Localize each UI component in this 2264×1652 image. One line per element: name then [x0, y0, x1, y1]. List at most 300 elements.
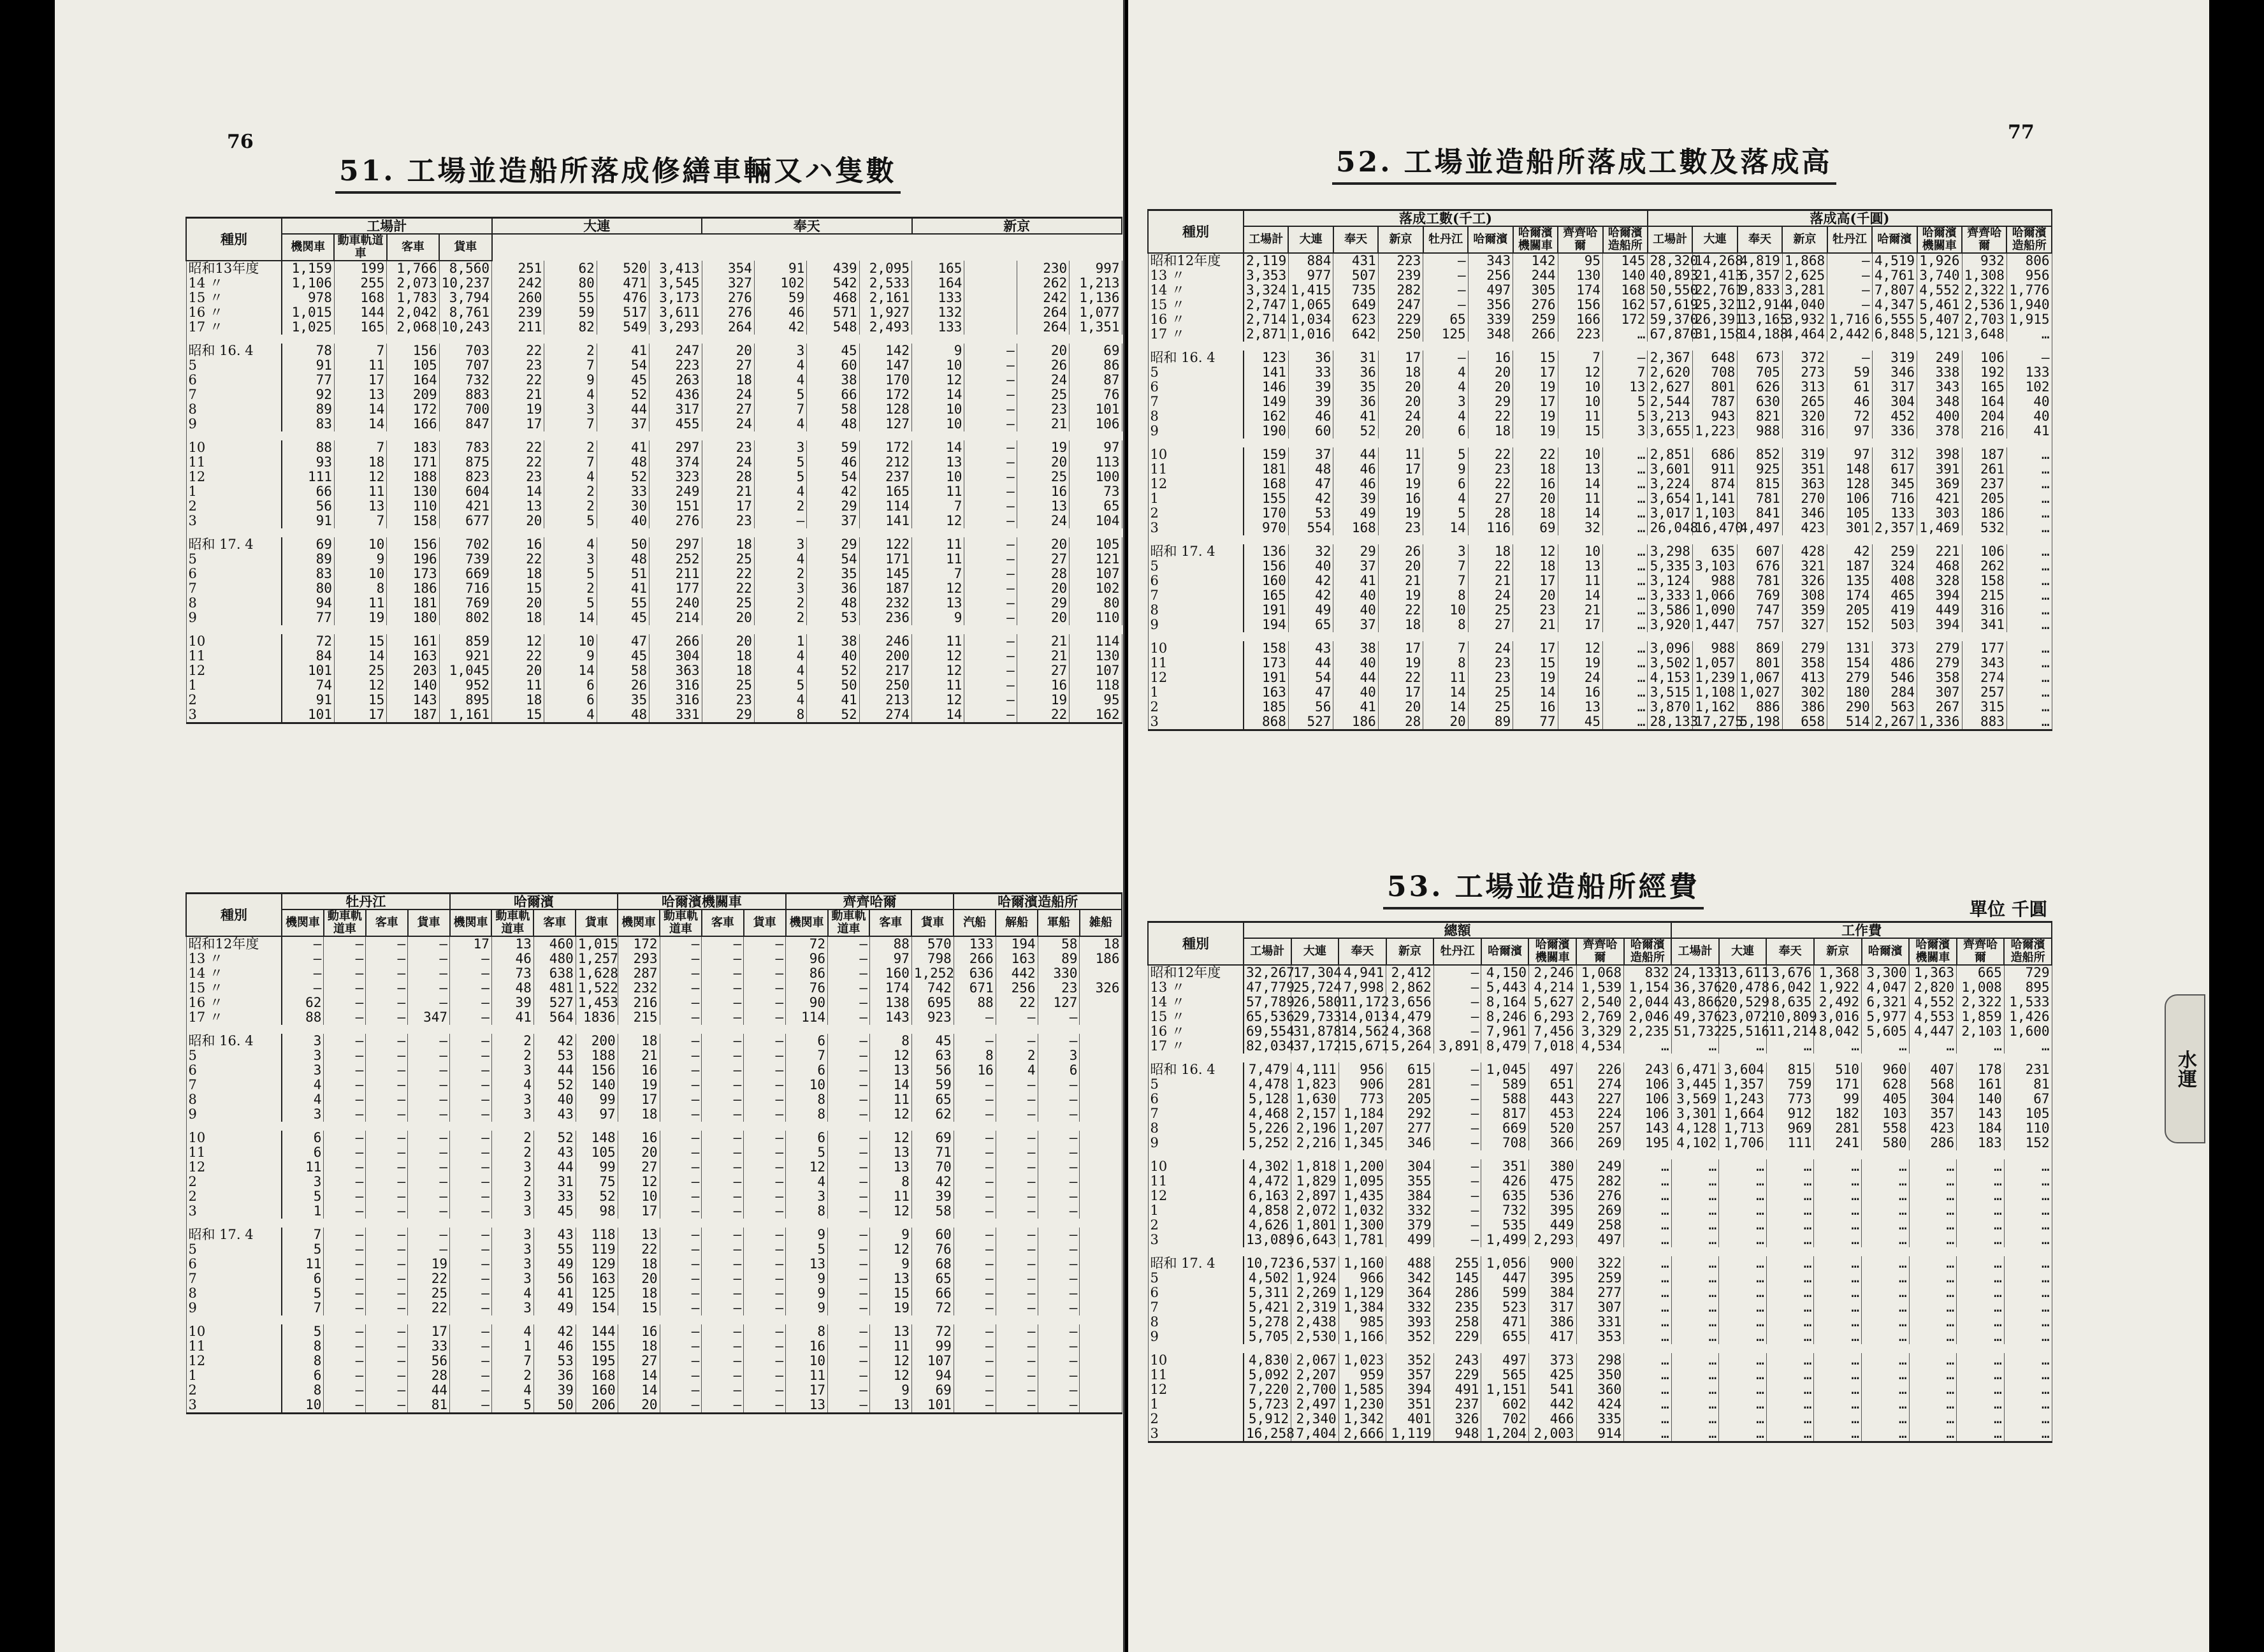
column-header: 牡丹江 [1423, 226, 1468, 253]
column-header: 汽船 [954, 909, 996, 936]
table-cell: 72 [911, 1324, 954, 1339]
table-cell: 5,627 [1528, 995, 1576, 1010]
table-cell: 7 [282, 1301, 324, 1315]
table-cell: 276 [1513, 298, 1558, 312]
table-cell: 18 [618, 1286, 660, 1301]
table-cell: — [954, 1160, 996, 1175]
table-cell: 8 [282, 1339, 324, 1354]
table-cell: 18 [618, 1107, 660, 1122]
table-cell: 10 [618, 1189, 660, 1204]
table-cell: — [1433, 1106, 1481, 1121]
table-cell: 16 [1017, 484, 1069, 499]
table-cell: — [828, 1189, 870, 1204]
table-cell: 4 [786, 1175, 828, 1189]
table-cell: … [1719, 1412, 1767, 1426]
table-cell: 49 [533, 1301, 576, 1315]
table-cell: 11 [1558, 409, 1602, 424]
table-cell: 56 [408, 1354, 450, 1368]
table-cell: 6 [786, 1131, 828, 1145]
table-cell: 241 [1814, 1136, 1862, 1150]
table-cell: — [366, 1204, 408, 1219]
table51-number: 51. [339, 155, 396, 187]
table-cell [1080, 1368, 1122, 1383]
table-cell: 439 [807, 261, 859, 276]
table-cell: 4,626 [1244, 1218, 1291, 1233]
row-label: 2 [1148, 506, 1244, 521]
table-cell: 13,165 [1738, 312, 1782, 327]
table-cell: … [1909, 1233, 1957, 1247]
table-cell: 852 [1738, 447, 1782, 462]
table-cell: … [2004, 1203, 2052, 1218]
table-cell: … [1957, 1159, 2005, 1174]
table-cell: 55 [533, 1242, 576, 1257]
table-cell: — [324, 1204, 366, 1219]
table-cell: 9 [869, 1228, 911, 1242]
table-cell: 65 [1070, 499, 1122, 514]
table-cell: … [2006, 544, 2052, 559]
table-cell: … [1719, 1353, 1767, 1368]
table-cell: … [1766, 1218, 1814, 1233]
table-row [1148, 1233, 2052, 1247]
table-cell: 6,537 [1291, 1256, 1339, 1271]
table-cell: … [1909, 1315, 1957, 1330]
table-cell: 22 [996, 996, 1038, 1010]
table-cell: 4,534 [1576, 1039, 1624, 1054]
table-cell: — [450, 1242, 492, 1257]
table-cell: 41 [1333, 700, 1378, 714]
table-row [186, 537, 1122, 552]
table-cell: 1,915 [2006, 312, 2052, 327]
table-cell: 62 [911, 1107, 954, 1122]
table-cell: 360 [1576, 1382, 1624, 1397]
table-cell: — [366, 981, 408, 996]
table-cell: 665 [1957, 965, 2005, 980]
table-cell: 105 [1070, 537, 1122, 552]
table-cell: 8 [282, 1354, 324, 1368]
row-label: 8 [186, 1286, 282, 1301]
table-cell: … [1603, 477, 1648, 491]
table-cell: 1,415 [1288, 283, 1333, 298]
table-cell: — [366, 1272, 408, 1286]
table-cell: — [450, 1272, 492, 1286]
table-cell: 419 [1872, 603, 1917, 618]
table-cell: 43,866 [1671, 995, 1719, 1010]
table-cell: 45 [597, 373, 649, 388]
table-cell: — [744, 1145, 786, 1160]
table-cell: — [366, 1107, 408, 1122]
table-cell: 147 [859, 358, 911, 373]
table-cell: 956 [2006, 268, 2052, 283]
table-cell: 2,216 [1291, 1136, 1339, 1150]
table-cell: 42 [754, 320, 806, 335]
table-cell: 19 [1378, 477, 1423, 491]
table-row [186, 1160, 1122, 1175]
table-cell [1080, 1228, 1122, 1242]
spacer-row [1148, 1247, 2052, 1256]
table-cell: 12 [912, 663, 964, 678]
table-cell: 18 [1468, 424, 1513, 438]
column-header: 貨車 [576, 909, 618, 936]
column-header: 奉天 [1333, 226, 1378, 253]
table-cell: 3,096 [1648, 641, 1692, 656]
table-cell: 22 [408, 1301, 450, 1315]
table-row [186, 952, 1122, 966]
table-cell: 408 [1872, 574, 1917, 588]
table-cell: 24 [1378, 409, 1423, 424]
table-cell: 307 [1917, 685, 1962, 700]
table-cell: 1,766 [387, 261, 439, 276]
column-header: 哈爾濱造船所 [1603, 226, 1648, 253]
table-cell: 78 [282, 344, 334, 358]
group-header: 總額 [1244, 922, 1671, 939]
table-cell: — [744, 1189, 786, 1204]
table-cell: — [1827, 283, 1872, 298]
table-cell: 23 [1468, 670, 1513, 685]
table-cell: 2,412 [1386, 965, 1434, 980]
table-cell: 1,447 [1692, 618, 1737, 632]
table-cell: — [450, 996, 492, 1010]
table-cell: 149 [1244, 395, 1288, 409]
table-cell: … [1814, 1174, 1862, 1189]
table-cell: 11 [282, 1257, 324, 1272]
table-cell: — [744, 1383, 786, 1398]
table-cell: — [366, 996, 408, 1010]
table-cell: 46 [807, 455, 859, 470]
table-cell: — [744, 1063, 786, 1078]
table-cell: 1,368 [1814, 965, 1862, 980]
table-cell: 40 [1333, 588, 1378, 603]
table-cell: 65 [911, 1272, 954, 1286]
table-cell: 4,368 [1386, 1024, 1434, 1039]
table-cell: 4 [1423, 409, 1468, 424]
row-label: 昭和12年度 [1148, 965, 1244, 980]
column-header: 工場計 [1671, 938, 1719, 965]
table-cell: 48 [807, 596, 859, 611]
table-cell: 168 [334, 291, 386, 305]
table-cell [1080, 996, 1122, 1010]
spacer-row [1148, 1150, 2052, 1159]
table-cell: 1,166 [1339, 1330, 1386, 1344]
table-cell: — [964, 358, 1017, 373]
table-cell: 1,336 [1917, 714, 1962, 730]
left-page [55, 0, 1125, 1652]
table-cell: 25 [702, 552, 754, 567]
table-cell: 42 [807, 484, 859, 499]
table-cell: 14 [1558, 588, 1602, 603]
spacer-row [1148, 632, 2052, 641]
table-cell: 128 [1827, 477, 1872, 491]
table-cell: 10 [1558, 544, 1602, 559]
table-cell: 101 [282, 707, 334, 723]
table-cell: 96 [786, 952, 828, 966]
table-cell: 40 [597, 514, 649, 528]
table-cell: 67 [2004, 1092, 2052, 1106]
table-cell: 12 [912, 581, 964, 596]
table-cell: 13 [1558, 462, 1602, 477]
table-cell: 19 [1558, 656, 1602, 670]
table-cell: 1,034 [1288, 312, 1333, 327]
table-cell: — [996, 1107, 1038, 1122]
table-cell: 53 [533, 1048, 576, 1063]
table-cell: — [744, 996, 786, 1010]
table-cell: 373 [1872, 641, 1917, 656]
row-label: 9 [186, 1301, 282, 1315]
table-cell: 3,932 [1782, 312, 1827, 327]
table-cell: 317 [1528, 1300, 1576, 1315]
table-cell: 181 [1244, 462, 1288, 477]
spacer-row [1148, 342, 2052, 351]
table-cell: 6 [786, 1063, 828, 1078]
table-cell: 93 [282, 455, 334, 470]
table-cell: 110 [387, 499, 439, 514]
table-cell: 15 [1513, 351, 1558, 365]
table-cell: 77 [282, 611, 334, 625]
table-cell: … [1862, 1300, 1910, 1315]
table-cell: — [702, 1189, 744, 1204]
table-cell: 11 [786, 1368, 828, 1383]
table-cell: 565 [1481, 1368, 1529, 1382]
row-label: 15 〃 [186, 981, 282, 996]
table-cell: 18 [702, 649, 754, 663]
table-cell: 19 [1378, 506, 1423, 521]
table-cell: — [964, 678, 1017, 693]
table-cell: — [954, 1368, 996, 1383]
row-label: 15 〃 [1148, 1010, 1244, 1024]
table-cell: — [828, 1063, 870, 1078]
table-cell: 21 [1017, 634, 1069, 649]
table-cell: 10,723 [1244, 1256, 1291, 1271]
table-cell: 651 [1528, 1077, 1576, 1092]
table-cell: 27 [702, 358, 754, 373]
table-cell: — [450, 1092, 492, 1107]
table-cell: … [1719, 1426, 1767, 1442]
table-cell: — [954, 1242, 996, 1257]
table-cell: 3,301 [1671, 1106, 1719, 1121]
table-cell: 649 [1333, 298, 1378, 312]
table-cell: 21 [1017, 417, 1069, 431]
table-cell: 223 [1378, 253, 1423, 268]
table-cell: 832 [1624, 965, 1672, 980]
table-cell: … [1624, 1159, 1672, 1174]
table-cell: 1,922 [1814, 980, 1862, 995]
table-cell: — [954, 1107, 996, 1122]
table-cell: 8,635 [1766, 995, 1814, 1010]
table-cell: — [828, 996, 870, 1010]
table-cell: 130 [387, 484, 439, 499]
table-cell: — [366, 1048, 408, 1063]
table-cell: 7 [1603, 365, 1648, 380]
table-cell: 801 [1692, 380, 1737, 395]
table-cell: — [366, 1242, 408, 1257]
table-cell: 185 [1244, 700, 1288, 714]
table-cell: — [996, 1145, 1038, 1160]
table-cell: 235 [1433, 1300, 1481, 1315]
column-header: 牡丹江 [1827, 226, 1872, 253]
table-cell: — [366, 1354, 408, 1368]
table-cell: 19 [1513, 670, 1558, 685]
table-cell: 20 [1017, 537, 1069, 552]
row-label: 15 〃 [1148, 298, 1244, 312]
corner-label: 種別 [1148, 210, 1244, 254]
table-cell: 38 [1333, 641, 1378, 656]
table-cell: 26 [597, 678, 649, 693]
row-label: 2 [1148, 700, 1244, 714]
table-cell: 471 [597, 276, 649, 291]
table-cell: 27 [618, 1160, 660, 1175]
table-cell: 276 [649, 514, 702, 528]
table-cell: 18 [1080, 936, 1122, 952]
column-header: 奉天 [1766, 938, 1814, 965]
table-cell: 187 [1962, 447, 2006, 462]
table-cell: 292 [1386, 1106, 1434, 1121]
table-cell [1080, 1398, 1122, 1414]
table-cell: … [2006, 506, 2052, 521]
table-cell: 2 [996, 1048, 1038, 1063]
table-cell: 22 [408, 1272, 450, 1286]
table-cell: … [1766, 1286, 1814, 1300]
group-header: 落成高(千圓) [1648, 210, 2052, 227]
table-cell: 716 [439, 581, 491, 596]
table-cell: 277 [1576, 1286, 1624, 1300]
table-cell: 354 [702, 261, 754, 276]
table-cell: 1,927 [859, 305, 911, 320]
row-label: 16 〃 [186, 996, 282, 1010]
table-cell: — [702, 1301, 744, 1315]
table-cell: 923 [911, 1010, 954, 1025]
row-label: 5 [186, 1242, 282, 1257]
table-cell: 229 [1433, 1330, 1481, 1344]
table-cell: 46 [1333, 462, 1378, 477]
table-row [186, 1383, 1122, 1398]
table-cell: 4 [491, 1286, 533, 1301]
table-cell: — [324, 1301, 366, 1315]
table-cell: 36,376 [1671, 980, 1719, 995]
table-cell: 12 [912, 693, 964, 707]
table-cell: 52 [597, 470, 649, 484]
table-cell: 99 [1814, 1092, 1862, 1106]
table-cell: 65 [1423, 312, 1468, 327]
table-cell: 7 [912, 499, 964, 514]
table-cell: 5,977 [1862, 1010, 1910, 1024]
table-cell [1080, 1107, 1122, 1122]
table-cell: 735 [1333, 283, 1378, 298]
table-cell: 36 [1288, 351, 1333, 365]
table-cell: 497 [1528, 1062, 1576, 1077]
table-row [186, 693, 1122, 707]
table-cell: 171 [1814, 1077, 1862, 1092]
table-cell: 5 [754, 470, 806, 484]
table-cell: 5 [1603, 395, 1648, 409]
column-header: 機関車 [786, 909, 828, 936]
table-cell: — [964, 514, 1017, 528]
table-cell: 95 [1558, 253, 1602, 268]
table-cell: 21 [1513, 618, 1558, 632]
table-cell: 2,067 [1291, 1353, 1339, 1368]
table-cell: 11 [334, 596, 386, 611]
table-cell: 33 [533, 1189, 576, 1204]
table-cell: 1,818 [1291, 1159, 1339, 1174]
table-cell: 5,335 [1648, 559, 1692, 574]
table-cell: 6 [282, 1368, 324, 1383]
group-header: 哈爾濱造船所 [954, 894, 1122, 910]
table-cell: 1,713 [1719, 1121, 1767, 1136]
table-cell: 113 [1070, 455, 1122, 470]
table-cell: 4 [544, 388, 597, 402]
table-cell: 29,733 [1291, 1010, 1339, 1024]
table-cell: 130 [1558, 268, 1602, 283]
table-row [186, 344, 1122, 358]
table-cell: 491 [1433, 1382, 1481, 1397]
column-header: 新京 [1782, 226, 1827, 253]
table-cell: 266 [1513, 327, 1558, 342]
table-cell: 5,311 [1244, 1286, 1291, 1300]
table-cell: 61 [1827, 380, 1872, 395]
table-cell: 17 [1513, 574, 1558, 588]
table-cell: — [964, 373, 1017, 388]
table-cell: 558 [1862, 1121, 1910, 1136]
table-row [1148, 447, 2052, 462]
table-cell: — [744, 1324, 786, 1339]
table-cell: 13 [1558, 700, 1602, 714]
table-cell: 317 [1872, 380, 1917, 395]
table-cell: 105 [387, 358, 439, 373]
table-cell: — [1038, 1301, 1080, 1315]
table-row [1148, 618, 2052, 632]
corner-label: 種別 [1148, 922, 1244, 966]
table-cell: 19 [334, 611, 386, 625]
table-cell: … [1624, 1368, 1672, 1382]
table-cell: 869 [1738, 641, 1782, 656]
table-cell: 386 [1782, 700, 1827, 714]
table-cell: 1,926 [1917, 253, 1962, 268]
table-cell: — [324, 1175, 366, 1189]
table-cell: 28,320 [1648, 253, 1692, 268]
table-cell: — [964, 634, 1017, 649]
table-cell: 170 [1244, 506, 1288, 521]
table-cell: 25 [1468, 685, 1513, 700]
table-cell: 847 [439, 417, 491, 431]
table-cell: 2,530 [1291, 1330, 1339, 1344]
table-cell: 29 [1468, 395, 1513, 409]
spacer-row [186, 1219, 1122, 1228]
table-cell: … [1719, 1368, 1767, 1382]
table-cell: … [1719, 1315, 1767, 1330]
table-cell: — [324, 1228, 366, 1242]
table-cell: 3,654 [1648, 491, 1692, 506]
table-cell: 22 [492, 552, 544, 567]
table-cell: — [1433, 1189, 1481, 1203]
table-cell: 1,239 [1692, 670, 1737, 685]
table-cell: 316 [649, 678, 702, 693]
spacer-row [186, 1315, 1122, 1324]
table-cell: 1,159 [282, 261, 334, 276]
table-cell: 1,823 [1291, 1077, 1339, 1092]
table-cell: 5,121 [1917, 327, 1962, 342]
table-cell: 10 [912, 402, 964, 417]
table-cell: 20 [702, 611, 754, 625]
table-cell: 769 [439, 596, 491, 611]
table-cell: 2,897 [1291, 1189, 1339, 1203]
table-cell: 156 [387, 537, 439, 552]
table-cell: 258 [1576, 1218, 1624, 1233]
column-header: 哈爾濱造船所 [2004, 938, 2052, 965]
table-cell: 28 [1468, 506, 1513, 521]
table-cell: 960 [1862, 1062, 1910, 1077]
table-cell: 527 [1288, 714, 1333, 730]
table-cell: 56 [282, 499, 334, 514]
table-cell: — [964, 344, 1017, 358]
table-row [186, 634, 1122, 649]
